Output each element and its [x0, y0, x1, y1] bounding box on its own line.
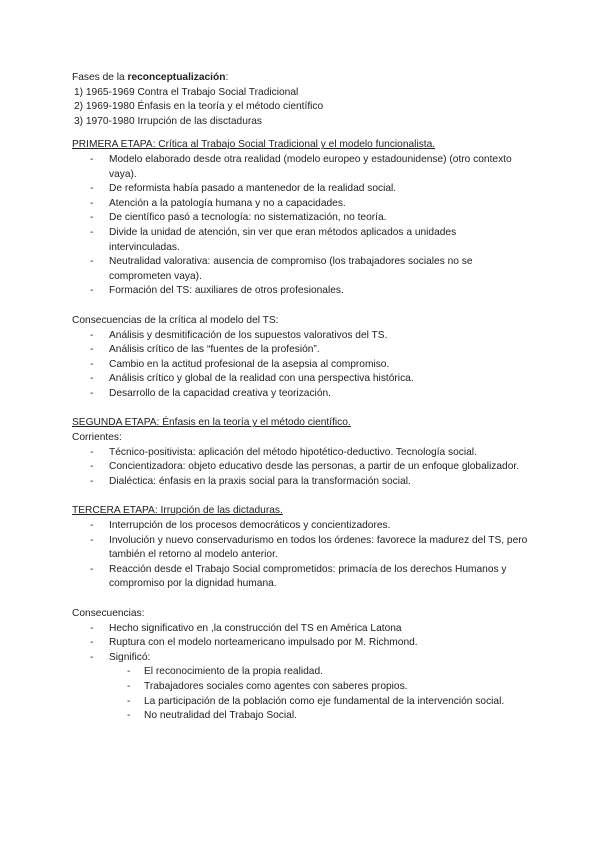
list-item: - Análisis y desmitificación de los supuestos valorativos del TS.: [72, 329, 532, 344]
list-item: - Involución y nuevo conservadurismo en todos los órdenes: favorece la madurez del TS, pero también el retorno al modelo anterior.: [72, 534, 532, 563]
list-item: - Técnico-positivista: aplicación del método hipotético-deductivo. Tecnología social.: [72, 446, 532, 461]
intro-title-prefix: Fases de la: [72, 72, 128, 83]
list-item: - Análisis crítico de las “fuentes de la profesión”.: [72, 343, 532, 358]
document-page: [72, 71, 532, 724]
etapa2-heading: [72, 416, 532, 431]
list-item: - Hecho significativo en ,la construcción del TS en América Latona: [72, 622, 532, 637]
list-item: - No neutralidad del Trabajo Social.: [72, 709, 532, 724]
list-item: - Análisis crítico y global de la realidad con una perspectiva histórica.: [72, 372, 532, 387]
list-item: - Interrupción de los procesos democráticos y concientizadores.: [72, 519, 532, 534]
list-item: - De reformista había pasado a mantenedor de la realidad social.: [72, 182, 532, 197]
list-item: - Cambio en la actitud profesional de la asepsia al compromiso.: [72, 358, 532, 373]
etapa2-list: [72, 446, 532, 490]
intro-title-bold: reconceptualización: [127, 72, 226, 83]
intro-phase-2: 2) 1969-1980 Énfasis en la teoría y el método científico: [74, 101, 324, 113]
list-item: - Desarrollo de la capacidad creativa y teorización.: [72, 387, 532, 402]
etapa1-heading: [72, 138, 532, 153]
list-item: - Reacción desde el Trabajo Social comprometidos: primacía de los derechos Humanos y compromiso por la dignidad humana.: [72, 563, 532, 592]
etapa3-heading: [72, 504, 532, 519]
consecuencias2-list: [72, 622, 532, 666]
consecuencias2-heading: Consecuencias:: [72, 608, 145, 619]
list-item: - Trabajadores sociales como agentes con saberes propios.: [72, 680, 532, 695]
intro-phase-3: 3) 1970-1980 Irrupción de las disctaduras: [74, 115, 263, 127]
consecuencias1-list: [72, 329, 532, 402]
list-item: - Significó:: [72, 651, 532, 666]
etapa1-list: [72, 153, 532, 299]
list-item: - La participación de la población como eje fundamental de la intervención social.: [72, 695, 532, 710]
list-item: - Concientizadora: objeto educativo desde las personas, a partir de un enfoque globalizador.: [72, 460, 532, 475]
etapa2-sub: Corrientes:: [72, 432, 122, 444]
intro-phase-1: 1) 1965-1969 Contra el Trabajo Social Tradicional: [74, 86, 299, 98]
list-item: - Divide la unidad de atención, sin ver que eran métodos aplicados a unidades intervinculadas.: [72, 226, 532, 255]
list-item: - Ruptura con el modelo norteamericano impulsado por M. Richmond.: [72, 636, 532, 651]
list-item: - Dialéctica: énfasis en la praxis social para la transformación social.: [72, 475, 532, 490]
etapa1-heading-text: PRIMERA ETAPA: Crítica al Trabajo Social Tradicional y el modelo funcionalista.: [72, 139, 436, 151]
etapa3-heading-text: TERCERA ETAPA: Irrupción de las dictaduras.: [72, 505, 283, 517]
list-item: - De científico pasó a tecnología: no sistematización, no teoría.: [72, 211, 532, 226]
intro-title-suffix: :: [225, 72, 229, 83]
list-item: - Modelo elaborado desde otra realidad (modelo europeo y estadounidense) (otro contexto vaya).: [72, 153, 532, 182]
list-item: - El reconocimiento de la propia realidad.: [72, 665, 532, 680]
consecuencias1-heading: Consecuencias de la crítica al modelo del TS:: [72, 314, 279, 326]
list-item: - Atención a la patología humana y no a capacidades.: [72, 197, 532, 212]
consecuencias2-sublist: [72, 665, 532, 723]
intro-title: [72, 71, 532, 86]
list-item: - Neutralidad valorativa: ausencia de compromiso (los trabajadores sociales no se comprometen vaya).: [72, 255, 532, 284]
etapa2-heading-text: SEGUNDA ETAPA: Énfasis en la teoría y el método científico.: [72, 417, 351, 429]
etapa3-list: [72, 519, 532, 592]
list-item: - Formación del TS: auxiliares de otros profesionales.: [72, 284, 532, 299]
